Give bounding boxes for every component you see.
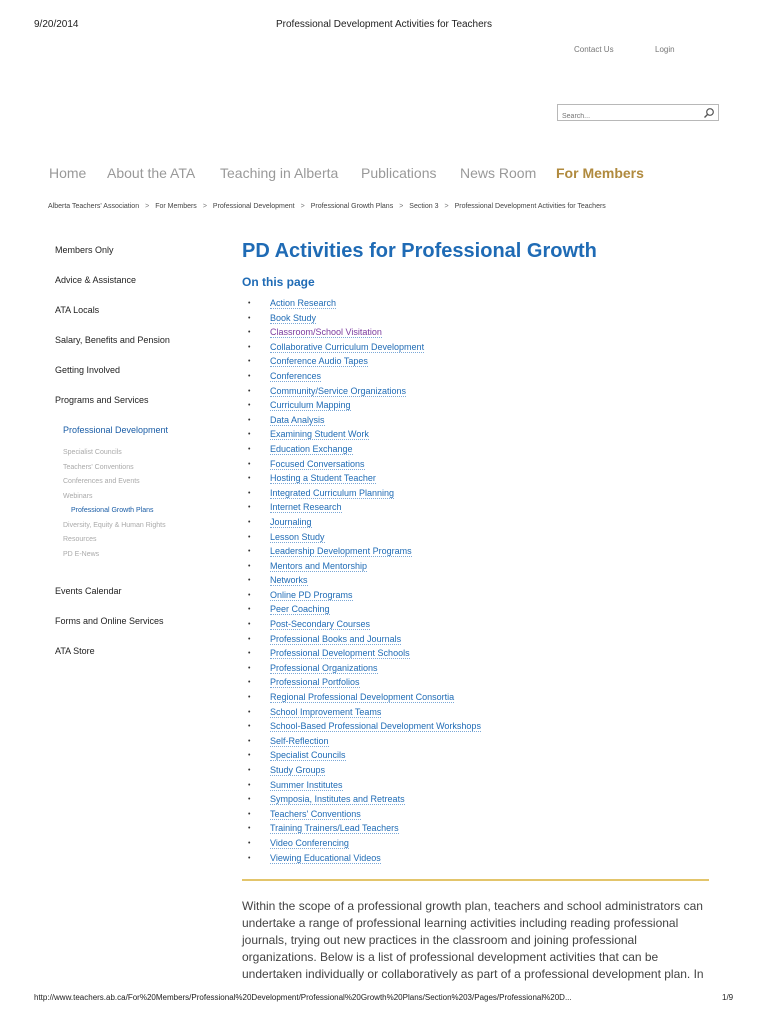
- sidebar-item-getting-involved[interactable]: Getting Involved: [55, 365, 121, 375]
- toc-item: [248, 458, 481, 473]
- toc-link[interactable]: Hosting a Student Teacher: [270, 473, 376, 484]
- toc-item: [248, 706, 481, 721]
- nav-about-ata[interactable]: About the ATA: [107, 165, 196, 181]
- breadcrumb-item[interactable]: Section 3: [409, 203, 439, 210]
- toc-list: [248, 297, 481, 866]
- breadcrumb: [48, 203, 606, 210]
- toc-link[interactable]: Leadership Development Programs: [270, 546, 412, 557]
- toc-link[interactable]: Community/Service Organizations: [270, 385, 407, 396]
- toc-link[interactable]: Summer Institutes: [270, 779, 343, 790]
- toc-item: [248, 603, 481, 618]
- breadcrumb-separator: >: [444, 203, 449, 210]
- sidebar-item-salary-benefits[interactable]: Salary, Benefits and Pension: [55, 335, 170, 345]
- sidebar-item-ata-locals[interactable]: ATA Locals: [55, 305, 100, 315]
- toc-item: [248, 312, 481, 327]
- sidebar-subitem[interactable]: Webinars: [63, 493, 93, 500]
- toc-link[interactable]: Video Conferencing: [270, 837, 349, 848]
- sidebar-subitem-current[interactable]: Professional Growth Plans: [71, 507, 154, 514]
- toc-link[interactable]: Self-Reflection: [270, 735, 329, 746]
- toc-link[interactable]: Mentors and Mentorship: [270, 560, 368, 571]
- toc-item: [248, 837, 481, 852]
- toc-item: [248, 355, 481, 370]
- toc-link[interactable]: Professional Organizations: [270, 662, 378, 673]
- nav-news-room[interactable]: News Room: [460, 165, 537, 181]
- search-input[interactable]: [558, 109, 700, 124]
- toc-link[interactable]: Classroom/School Visitation: [270, 327, 382, 338]
- breadcrumb-item[interactable]: Alberta Teachers' Association: [48, 203, 140, 210]
- toc-link[interactable]: Professional Books and Journals: [270, 633, 402, 644]
- breadcrumb-separator: >: [145, 203, 150, 210]
- page-title: PD Activities for Professional Growth: [242, 240, 597, 262]
- toc-link[interactable]: School Improvement Teams: [270, 706, 382, 717]
- toc-link[interactable]: Specialist Councils: [270, 750, 346, 761]
- toc-item: [248, 326, 481, 341]
- toc-link[interactable]: Examining Student Work: [270, 429, 369, 440]
- toc-item: [248, 808, 481, 823]
- toc-item: [248, 414, 481, 429]
- toc-link[interactable]: Education Exchange: [270, 443, 353, 454]
- print-title: Professional Development Activities for Teachers: [275, 19, 493, 30]
- sidebar-subitem[interactable]: PD E-News: [63, 551, 100, 558]
- toc-item: [248, 764, 481, 779]
- toc-item: [248, 385, 481, 400]
- toc-link[interactable]: Journaling: [270, 516, 312, 527]
- toc-item: [248, 574, 481, 589]
- toc-link[interactable]: Conference Audio Tapes: [270, 356, 368, 367]
- nav-teaching-in-alberta[interactable]: Teaching in Alberta: [220, 165, 339, 181]
- toc-link[interactable]: Conferences: [270, 370, 322, 381]
- toc-item: [248, 297, 481, 312]
- toc-link[interactable]: Action Research: [270, 298, 337, 308]
- intro-paragraph: Within the scope of a professional growth plan, teachers and school administrators can undertake a range of professional learning activities including reading professional journals, trying out new practices in the classroom and joining professional organizations. Below is a list of professional development activities that can be undertaken individually or collaboratively as part of a professional development plan. In: [242, 899, 704, 981]
- toc-item: [248, 399, 481, 414]
- print-footer-url: http://www.teachers.ab.ca/For%20Members/Professional%20Development/Professional%20Growth%20Plans/Section%203/Pages/Professional%20D...: [34, 993, 572, 1002]
- print-footer-page: 1/9: [722, 993, 734, 1002]
- toc-link[interactable]: Integrated Curriculum Planning: [270, 487, 395, 498]
- toc-item: [248, 516, 481, 531]
- contact-us-link[interactable]: Contact Us: [574, 45, 614, 54]
- toc-item: [248, 793, 481, 808]
- toc-item: [248, 647, 481, 662]
- nav-home[interactable]: Home: [49, 165, 87, 181]
- sidebar-subitem[interactable]: Specialist Councils: [63, 449, 122, 456]
- toc-link[interactable]: Focused Conversations: [270, 458, 365, 469]
- sidebar-subitem[interactable]: Diversity, Equity & Human Rights: [63, 522, 166, 529]
- toc-item: [248, 443, 481, 458]
- toc-item: [248, 618, 481, 633]
- breadcrumb-separator: >: [399, 203, 404, 210]
- toc-link[interactable]: Collaborative Curriculum Development: [270, 341, 425, 352]
- toc-item: [248, 487, 481, 502]
- sidebar-item-advice-assistance[interactable]: Advice & Assistance: [55, 275, 137, 285]
- toc-link[interactable]: Lesson Study: [270, 531, 325, 542]
- sidebar-item-members-only[interactable]: Members Only: [55, 245, 114, 255]
- toc-item: [248, 545, 481, 560]
- toc-item: [248, 428, 481, 443]
- toc-link[interactable]: Online PD Programs: [270, 589, 353, 600]
- toc-item: [248, 501, 481, 516]
- sidebar-item-professional-development[interactable]: Professional Development: [63, 425, 169, 435]
- toc-item: [248, 531, 481, 546]
- toc-link[interactable]: Peer Coaching: [270, 604, 330, 615]
- toc-item: [248, 633, 481, 648]
- toc-item: [248, 560, 481, 575]
- content-divider: [242, 879, 709, 881]
- toc-item: [248, 720, 481, 735]
- breadcrumb-item[interactable]: Professional Development: [212, 203, 295, 210]
- sidebar-item-events-calendar[interactable]: Events Calendar: [55, 586, 122, 596]
- search-icon[interactable]: [703, 107, 715, 119]
- login-link[interactable]: Login: [655, 45, 675, 54]
- sidebar-subitem[interactable]: Resources: [63, 536, 97, 543]
- toc-item: [248, 676, 481, 691]
- toc-item: [248, 691, 481, 706]
- toc-link[interactable]: Networks: [270, 575, 308, 586]
- on-this-page-heading: On this page: [242, 275, 315, 289]
- print-date: 9/20/2014: [34, 19, 79, 30]
- breadcrumb-item[interactable]: Professional Growth Plans: [310, 203, 394, 210]
- sidebar-subitem[interactable]: Teachers' Conventions: [63, 464, 134, 471]
- sidebar-item-programs-services[interactable]: Programs and Services: [55, 395, 149, 405]
- toc-item: [248, 472, 481, 487]
- toc-link[interactable]: School-Based Professional Development Workshops: [270, 721, 481, 732]
- toc-link[interactable]: Teachers' Conventions: [270, 808, 361, 819]
- toc-link[interactable]: Internet Research: [270, 502, 342, 513]
- nav-for-members[interactable]: For Members: [556, 165, 644, 181]
- sidebar-subitem[interactable]: Conferences and Events: [63, 478, 140, 485]
- toc-link[interactable]: Study Groups: [270, 765, 326, 775]
- breadcrumb-separator: >: [300, 203, 305, 210]
- toc-item: [248, 370, 481, 385]
- toc-item: [248, 779, 481, 794]
- breadcrumb-current: Professional Development Activities for Teachers: [454, 203, 606, 210]
- toc-item: [248, 341, 481, 356]
- breadcrumb-item[interactable]: For Members: [155, 203, 197, 210]
- sidebar-item-forms-services[interactable]: Forms and Online Services: [55, 616, 164, 626]
- toc-link[interactable]: Viewing Educational Videos: [270, 852, 381, 863]
- toc-link[interactable]: Professional Development Schools: [270, 648, 410, 659]
- sidebar-item-ata-store[interactable]: ATA Store: [55, 646, 95, 656]
- toc-link[interactable]: Post-Secondary Courses: [270, 619, 371, 630]
- breadcrumb-separator: >: [202, 203, 207, 210]
- toc-item: [248, 852, 481, 867]
- toc-link[interactable]: Training Trainers/Lead Teachers: [270, 823, 399, 834]
- toc-item: [248, 735, 481, 750]
- toc-link[interactable]: Regional Professional Development Consortia: [270, 692, 455, 703]
- toc-item: [248, 822, 481, 837]
- toc-link[interactable]: Curriculum Mapping: [270, 400, 351, 411]
- toc-item: [248, 589, 481, 604]
- toc-link[interactable]: Data Analysis: [270, 414, 325, 425]
- toc-link[interactable]: Professional Portfolios: [270, 677, 360, 688]
- nav-publications[interactable]: Publications: [361, 165, 437, 181]
- search-box: [557, 104, 719, 121]
- toc-link[interactable]: Book Study: [270, 312, 317, 323]
- toc-item: [248, 662, 481, 677]
- toc-link[interactable]: Symposia, Institutes and Retreats: [270, 794, 405, 805]
- toc-item: [248, 749, 481, 764]
